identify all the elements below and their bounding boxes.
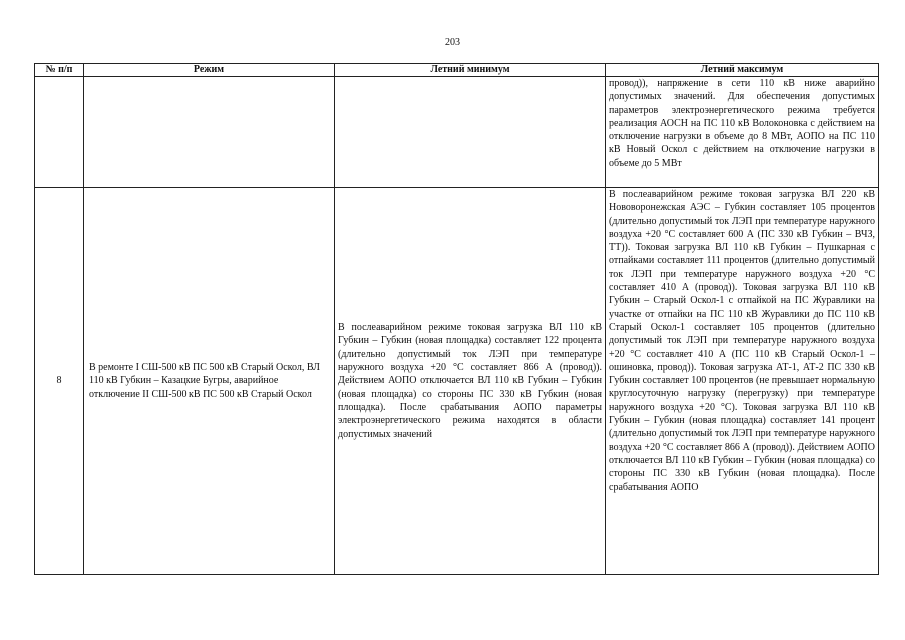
header-number: № п/п	[35, 64, 84, 77]
table-row	[35, 77, 879, 188]
page-number: 203	[445, 37, 460, 48]
cell-summer-min	[335, 77, 606, 188]
table-header-row	[35, 64, 879, 77]
header-summer-max: Летний максимум	[606, 64, 879, 77]
cell-mode: В ремонте I СШ-500 кВ ПС 500 кВ Старый Оскол, ВЛ 110 кВ Губкин – Казацкие Бугры, аварийное отключение II СШ-500 кВ ПС 500 кВ Старый Оскол	[84, 188, 335, 575]
cell-mode	[84, 77, 335, 188]
regime-table	[34, 63, 879, 575]
cell-number: 8	[35, 188, 84, 575]
cell-summer-max: В послеаварийном режиме токовая загрузка ВЛ 220 кВ Нововоронежская АЭС – Губкин составляет 105 процентов (длительно допустимый ток ЛЭП при температуре наружного воздуха +20 °С составляет 600 А (ПС 330 кВ Губкин – ВЧЗ, ТТ)). Токовая загрузка ВЛ 110 кВ Губкин – Пушкарная с отпайками составляет 111 процентов (длительно допустимый ток ЛЭП при температуре наружного воздуха +20 °С составляет 410 А (провод)). Токовая загрузка ВЛ 110 кВ Губкин – Старый Оскол-1 с отпайкой на ПС Журавлики на участке от отпайки на ПС 110 кВ Журавлики до ПС 110 кВ Старый Оскол-1 составляет 105 процентов (длительно допустимый ток ЛЭП при температуре наружного воздуха +20 °С составляет 410 А (ПС 110 кВ Старый Оскол-1 – ошиновка, провод)). Токовая загрузка АТ-1, АТ-2 ПС 330 кВ Губкин составляет 100 процентов (не превышает нормальную круглосуточную нагрузку (перегрузку) при температуре наружного воздуха +20 °С). Токовая загрузка ВЛ 110 кВ Губкин – Губкин (новая площадка) составляет 141 процент (длительно допустимый ток ЛЭП при температуре наружного воздуха +20 °С составляет 866 А (провод)). Действием АОПО отключается ВЛ 110 кВ Губкин – Губкин (новая площадка) со стороны ПС 330 кВ Губкин (новая площадка). После срабатывания АОПО	[606, 188, 879, 575]
header-summer-min: Летний минимум	[335, 64, 606, 77]
header-mode: Режим	[84, 64, 335, 77]
cell-summer-min: В послеаварийном режиме токовая загрузка ВЛ 110 кВ Губкин – Губкин (новая площадка) составляет 122 процента (длительно допустимый ток ЛЭП при температуре наружного воздуха +20 °С составляет 866 А (провод)). Действием АОПО отключается ВЛ 110 кВ Губкин – Губкин (новая площадка) со стороны ПС 330 кВ Губкин (новая площадка). После срабатывания АОПО параметры электроэнергетического режима находятся в области допустимых значений	[335, 188, 606, 575]
table-row	[35, 188, 879, 575]
cell-number	[35, 77, 84, 188]
cell-summer-max: провод)), напряжение в сети 110 кВ ниже аварийно допустимых значений. Для обеспечения допустимых параметров электроэнергетического режима требуется реализация АОСН на ПС 110 кВ Волоконовка с действием на отключение нагрузки в объеме до 8 МВт, АОПО на ПС 110 кВ Новый Оскол с действием на отключение нагрузки в объеме до 5 МВт	[606, 77, 879, 188]
